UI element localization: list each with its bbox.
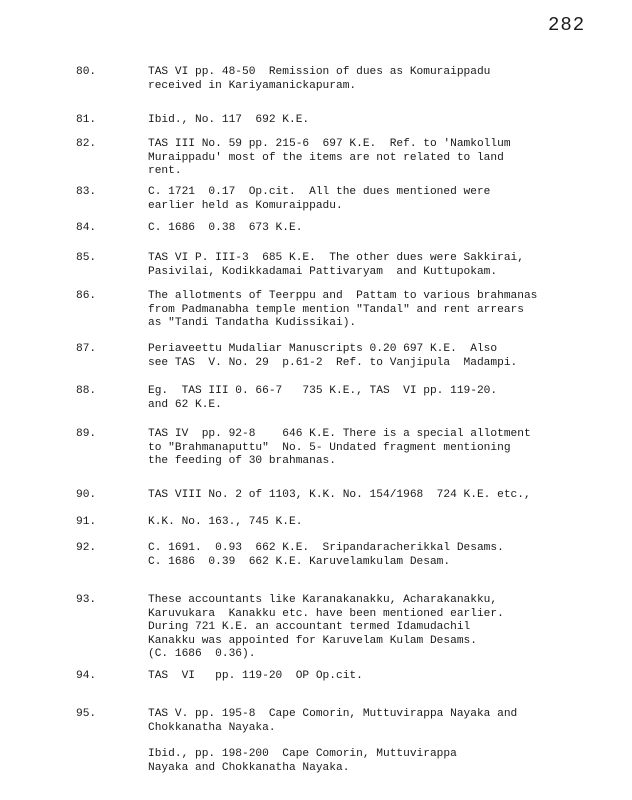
footnote bbox=[76, 489, 618, 503]
footnote-number: 92. bbox=[76, 542, 97, 554]
footnote-text-line: Karuvukara Kanakku etc. have been mentioned earlier. bbox=[148, 607, 504, 620]
footnote-text-line: TAS VI pp. 119-20 OP Op.cit. bbox=[148, 670, 363, 682]
footnote-text-line: earlier held as Komuraippadu. bbox=[148, 199, 343, 212]
footnote-text-line: received in Kariyamanickapuram. bbox=[148, 79, 357, 92]
footnote-text-line: C. 1686 0.38 673 K.E. bbox=[148, 222, 303, 234]
footnote-text-line: The allotments of Teerppu and Pattam to various brahmanas bbox=[148, 290, 538, 302]
footnote-number: 83. bbox=[76, 186, 97, 198]
footnote-text-line: These accountants like Karanakanakku, Acharakanakku, bbox=[148, 594, 498, 606]
footnote-number: 89. bbox=[76, 428, 97, 440]
footnote-number: 81. bbox=[76, 114, 97, 126]
footnote-number: 91. bbox=[76, 516, 97, 528]
footnote-text-line: Ibid., No. 117 692 K.E. bbox=[148, 114, 310, 126]
footnote-text-line: Nayaka and Chokkanatha Nayaka. bbox=[148, 761, 350, 774]
footnote-text-line: Ibid., pp. 198-200 Cape Comorin, Muttuvirappa bbox=[148, 748, 457, 760]
footnote-text-line: Pasivilai, Kodikkadamai Pattivaryam and Kuttupokam. bbox=[148, 265, 498, 278]
footnote-text-line: rent. bbox=[148, 165, 182, 177]
footnote-text-line: to "Brahmanaputtu" No. 5- Undated fragment mentioning bbox=[148, 441, 511, 454]
footnote-number: 86. bbox=[76, 290, 97, 302]
footnote-text-line: During 721 K.E. an accountant termed Idamudachil bbox=[148, 621, 471, 633]
footnote bbox=[76, 542, 618, 569]
footnote-text-line: TAS IV pp. 92-8 646 K.E. There is a special allotment bbox=[148, 428, 531, 440]
footnote bbox=[76, 252, 618, 279]
footnote-text-line: Periaveettu Mudaliar Manuscripts 0.20 697 K.E. Also bbox=[148, 343, 498, 355]
footnote-text-line: TAS VI pp. 48-50 Remission of dues as Komuraippadu bbox=[148, 66, 491, 78]
footnote-number: 82. bbox=[76, 138, 97, 150]
footnote bbox=[76, 138, 618, 179]
footnote-text-line: and 62 K.E. bbox=[148, 398, 222, 411]
footnote bbox=[76, 428, 618, 469]
footnote bbox=[76, 670, 618, 684]
footnote bbox=[76, 114, 618, 128]
footnote bbox=[76, 385, 618, 412]
page-number: 282 bbox=[548, 14, 586, 36]
footnote-text-line: Eg. TAS III 0. 66-7 735 K.E., TAS VI pp. 119-20. bbox=[148, 385, 498, 397]
footnote-number: 93. bbox=[76, 594, 97, 606]
footnote-continuation bbox=[148, 748, 618, 775]
footnote-number: 88. bbox=[76, 385, 97, 397]
footnote-text-line: Kanakku was appointed for Karuvelam Kulam Desams. bbox=[148, 634, 477, 647]
footnote bbox=[76, 343, 618, 370]
footnote-text-line: see TAS V. No. 29 p.61-2 Ref. to Vanjipula Madampi. bbox=[148, 356, 518, 369]
footnote bbox=[76, 708, 618, 775]
footnote-text-line: TAS VI P. III-3 685 K.E. The other dues were Sakkirai, bbox=[148, 252, 524, 264]
footnote-text-line: K.K. No. 163., 745 K.E. bbox=[148, 516, 303, 528]
footnote-number: 84. bbox=[76, 222, 97, 234]
footnote bbox=[76, 594, 618, 662]
footnote-text-line: Chokkanatha Nayaka. bbox=[148, 721, 276, 734]
footnote-text-line: TAS III No. 59 pp. 215-6 697 K.E. Ref. to 'Namkollum bbox=[148, 138, 511, 150]
footnote-text-line: Muraippadu' most of the items are not related to land bbox=[148, 151, 504, 164]
footnote bbox=[76, 290, 618, 331]
footnote bbox=[76, 66, 618, 93]
footnote-number: 87. bbox=[76, 343, 97, 355]
footnote-text-line: C. 1721 0.17 Op.cit. All the dues mentioned were bbox=[148, 186, 491, 198]
footnote-text-line: TAS VIII No. 2 of 1103, K.K. No. 154/1968 724 K.E. etc., bbox=[148, 489, 531, 501]
footnote-number: 95. bbox=[76, 708, 97, 720]
footnote-text-line: from Padmanabha temple mention "Tandal" and rent arrears bbox=[148, 303, 524, 316]
footnote-text-line: as "Tandi Tandatha Kudissikai). bbox=[148, 317, 357, 329]
footnote-text-line: C. 1691. 0.93 662 K.E. Sripandaracherikkal Desams. bbox=[148, 542, 504, 554]
footnote-number: 80. bbox=[76, 66, 97, 78]
footnote-text-line: C. 1686 0.39 662 K.E. Karuvelamkulam Desam. bbox=[148, 555, 451, 568]
footnote-number: 85. bbox=[76, 252, 97, 264]
footnote-text-line: (C. 1686 0.36). bbox=[148, 648, 256, 660]
footnote bbox=[76, 186, 618, 213]
footnote-text-line: the feeding of 30 brahmanas. bbox=[148, 455, 336, 467]
footnote-text-line: TAS V. pp. 195-8 Cape Comorin, Muttuvirappa Nayaka and bbox=[148, 708, 518, 720]
footnote-number: 94. bbox=[76, 670, 97, 682]
footnote bbox=[76, 222, 618, 236]
footnote-number: 90. bbox=[76, 489, 97, 501]
footnote bbox=[76, 516, 618, 530]
